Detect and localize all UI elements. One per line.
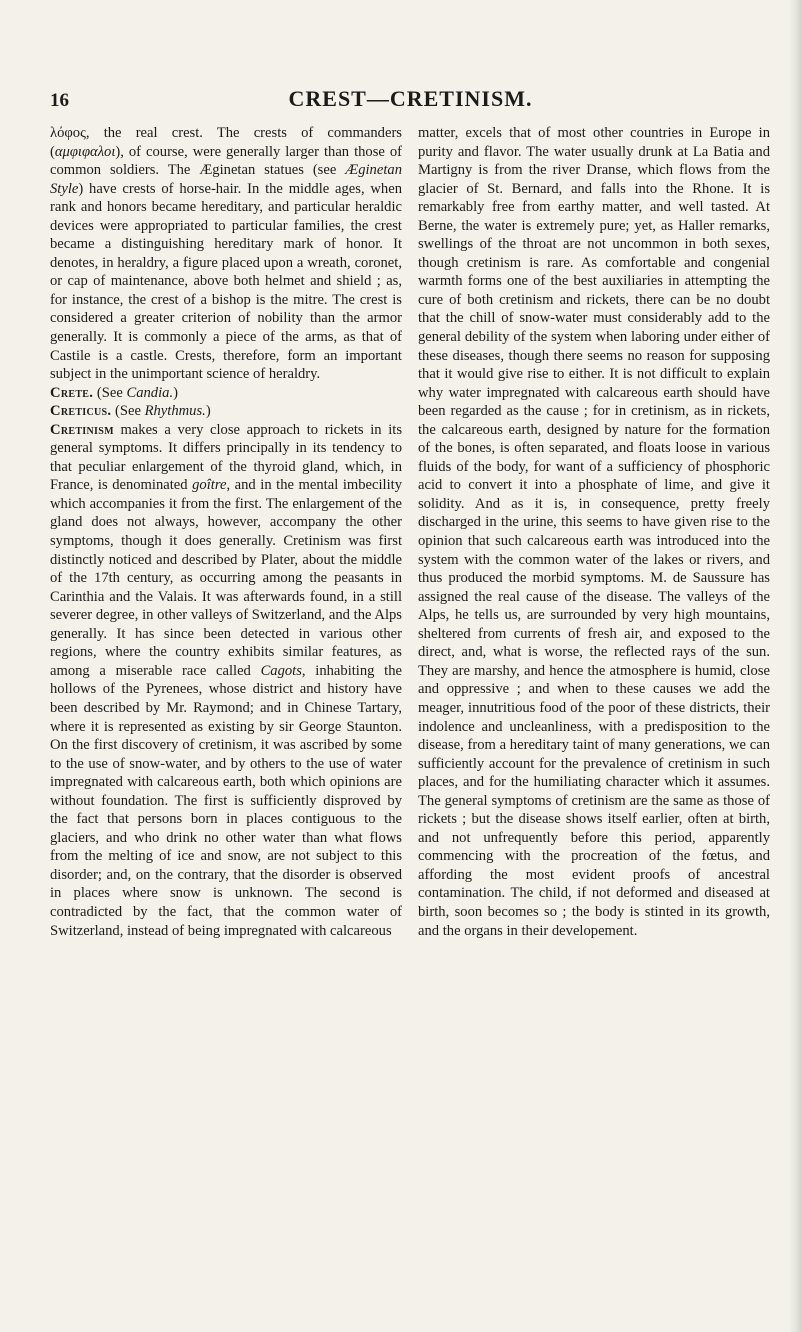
page-number: 16 xyxy=(50,90,69,111)
right-column xyxy=(418,124,770,940)
entry-heading: Creticus. xyxy=(50,403,112,420)
entry-crete: Crete. (See Candia.) xyxy=(50,384,178,401)
cross-reference: Rhythmus. xyxy=(144,403,206,420)
cross-reference: Æginetan Style xyxy=(50,162,402,197)
entry-heading: Crete. xyxy=(50,384,94,401)
page-edge-shadow xyxy=(789,0,801,1332)
paragraph-crest-continued: λόφος, the real crest. The crests of commanders (αμφιφαλοι), of course, were generally larger than those of common soldiers. The Æginetan statues (see Æginetan Style) have crests of horse-hair. In the middle ages, when rank and honors became hereditary, and particular heraldic devices were appropriated to particular families, the crest became a distinguishing hereditary mark of honor. It denotes, in heraldry, a figure placed upon a wreath, coronet, or cap of maintenance, above both helmet and shield ; as, for instance, the crest of a bishop is the mitre. The crest is considered a greater criterion of nobility than the armor generally. It is commonly a piece of the arms, as that of Castile is a castle. Crests, therefore, form an important subject in the unimportant science of heraldry. xyxy=(50,125,402,383)
cross-reference: Candia. xyxy=(126,384,174,401)
running-head: CREST—CRETINISM. xyxy=(288,86,533,111)
italic-term: goître xyxy=(192,477,227,494)
entry-cretinism: Cretinism makes a very close approach to rickets in its general symptoms. It differs principally in its tendency to that peculiar enlargement of the thyroid gland, which, in France, is denominated goître, and in the mental imbecility which accompanies it from the first. The enlargement of the gland does not always, however, accompany the other symptoms, though it does generally. Cretinism was first distinctly noticed and described by Plater, about the middle of the 17th century, as occurring among the peasants in Carinthia and the Valais. It was afterwards found, in a still severer degree, in other valleys of Switzerland, and the Alps generally. It has since been detected in various other regions, where the country exhibits similar features, as among a miserable race called Cagots, inhabiting the hollows of the Pyrenees, whose district and history have been described by Mr. Raymond; and in Chinese Tartary, where it is represented as existing by sir George Staunton. On the first discovery of cretinism, it was ascribed by some to the use of snow-water, and by others to the use of water impregnated with calcareous earth, both which opinions are without foundation. The first is sufficiently disproved by the fact that persons born in places contiguous to the glaciers, and who drink no other water than what flows from the melting of ice and snow, are not subject to this disorder; and, on the contrary, that the disorder is observed in places where snow is unknown. The second is contradicted by the fact, that the common water of Switzerland, instead of being impregnated with calcareous xyxy=(50,421,402,939)
entry-creticus: Creticus. (See Rhythmus.) xyxy=(50,403,211,420)
paragraph-cretinism-continued: matter, excels that of most other countries in Europe in purity and flavor. The water usually drunk at La Batia and Martigny is from the river Dranse, which flows from the glacier of St. Bernard, and falls into the Rhone. It is remarkably free from earthy matter, and well tasted. At Berne, the water is extremely pure; yet, as Haller remarks, swellings of the throat are not uncommon in both sexes, though cretinism is rare. As comfortable and congenial warmth forms one of the best auxiliaries in attempting the cure of both cretinism and rickets, there can be no doubt that the chill of snow-water must considerably add to the general debility of the system when laboring under either of these diseases, though there seems no reason for supposing that it would give rise to either. It is not difficult to explain why water impregnated with calcareous earth should have been regarded as the cause ; for in cretinism, as in rickets, the calcareous earth, designed by nature for the formation of the bones, is often separated, and floats loose in various fluids of the body, for want of a sufficiency of phosphoric acid to convert it into a phosphate of lime, and give it solidity. And as it is, in consequence, pretty freely discharged in the urine, this seems to have given rise to the opinion that such calcareous earth was introduced into the system with the common water of the lakes or rivers, and thus produced the morbid symptoms. M. de Saussure has assigned the real cause of the disease. The valleys of the Alps, he tells us, are surrounded by very high mountains, sheltered from currents of fresh air, and exposed to the direct, and, what is worse, the reflected rays of the sun. They are marshy, and hence the atmosphere is humid, close and oppressive ; and when to these causes we add the meager, innutritious food of the poor of these districts, their indolence and uncleanliness, with a predisposition to the disease, from a hereditary taint of many generations, we can sufficiently account for the prevalence of cretinism in such places, and for the humiliating character which it assumes. The general symptoms of cretinism are the same as those of rickets ; but the disease shows itself earlier, often at birth, and not unfrequently before this period, apparently commencing with the procreation of the fœtus, and affording the most evident proofs of ancestral contamination. The child, if not deformed and diseased at birth, soon becomes so ; the body is stinted in its growth, and the organs in their developement. xyxy=(418,125,770,939)
italic-term: Cagots xyxy=(260,662,302,679)
left-column xyxy=(50,124,402,940)
entry-heading: Cretinism xyxy=(50,421,114,438)
greek-term: αμφιφαλοι xyxy=(54,143,116,160)
